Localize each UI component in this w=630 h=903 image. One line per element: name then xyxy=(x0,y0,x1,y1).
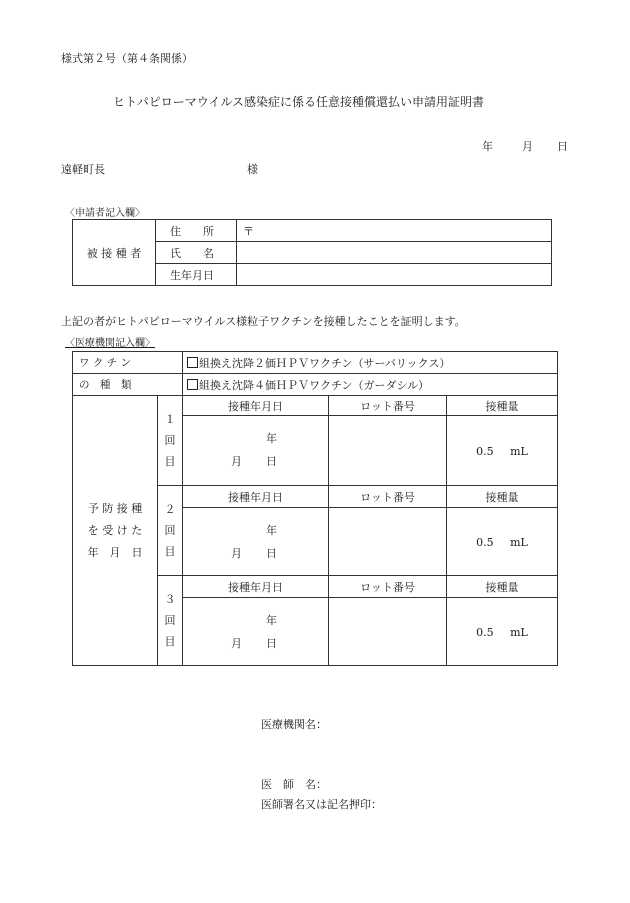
dose-1-number: １ xyxy=(164,413,176,426)
dose-3-date-field[interactable] xyxy=(183,598,329,666)
vaccinee-label: 被 接 種 者 xyxy=(73,220,156,286)
dose-2-number: ２ xyxy=(164,503,176,516)
birthdate-label: 生年月日 xyxy=(156,264,237,286)
document-title: ヒトパピローマウイルス感染症に係る任意接種償還払い申請用証明書 xyxy=(113,95,485,109)
name-field[interactable] xyxy=(237,242,552,264)
dose-2-amount-value: 0.5 xyxy=(476,535,494,549)
dose-1-amount-header: 接種量 xyxy=(447,396,558,416)
addressee-honorific: 様 xyxy=(247,163,258,176)
dose-3-label xyxy=(158,576,183,666)
name-label: 氏 名 xyxy=(156,242,237,264)
date-month: 月 xyxy=(522,140,533,153)
checkbox-icon[interactable] xyxy=(187,379,198,390)
certification-text: 上記の者がヒトパピローマウイルス様粒子ワクチンを接種したことを証明します。 xyxy=(61,315,466,328)
checkbox-icon[interactable] xyxy=(187,357,198,368)
vaccination-dates-label-line3: 年 月 日 xyxy=(87,545,143,559)
dose-1-unit-1: 回 xyxy=(164,434,176,447)
dose-3-year: 年 xyxy=(266,614,277,627)
applicant-section-label: 〈申請者記入欄〉 xyxy=(65,208,145,219)
dose-3-amount xyxy=(447,598,558,666)
doctor-seal-label: 医師署名又は記名押印： xyxy=(261,798,382,811)
dose-2-year: 年 xyxy=(266,524,277,537)
dose-3-unit-1: 回 xyxy=(164,614,176,627)
dose-2-amount-unit: mL xyxy=(510,535,528,549)
medical-section-label: 〈医療機関記入欄〉 xyxy=(65,338,155,349)
vaccine-option-2valent[interactable] xyxy=(183,352,558,374)
dose-3-day: 日 xyxy=(266,637,277,650)
dose-2-month: 月 xyxy=(231,547,242,560)
medical-table xyxy=(72,351,558,666)
form-number: 様式第２号（第４条関係） xyxy=(61,52,193,65)
dose-2-date-header: 接種年月日 xyxy=(183,486,329,508)
vaccine-type-label-1: ワ ク チ ン xyxy=(73,352,183,374)
vaccination-dates-label-line2: を 受 け た xyxy=(87,523,143,537)
dose-2-label xyxy=(158,486,183,576)
date-year: 年 xyxy=(482,140,493,153)
dose-1-date-header: 接種年月日 xyxy=(183,396,329,416)
dose-3-lot-field[interactable] xyxy=(329,598,447,666)
vaccine-option-2valent-label: 組換え沈降２価ＨＰＶワクチン（サーバリックス） xyxy=(199,356,451,370)
address-label: 住 所 xyxy=(156,220,237,242)
dose-3-unit-2: 目 xyxy=(164,635,176,648)
dose-2-unit-1: 回 xyxy=(164,524,176,537)
vaccine-option-4valent[interactable] xyxy=(183,374,558,396)
vaccination-dates-label-line1: 予 防 接 種 xyxy=(87,501,143,515)
vaccine-type-label-2: の 種 類 xyxy=(73,374,183,396)
dose-1-label xyxy=(158,396,183,486)
dose-2-lot-field[interactable] xyxy=(329,508,447,576)
dose-2-lot-header: ロット番号 xyxy=(329,486,447,508)
dose-1-day: 日 xyxy=(266,455,277,468)
address-field[interactable]: 〒 xyxy=(237,220,552,242)
dose-2-unit-2: 目 xyxy=(164,545,176,558)
dose-3-number: ３ xyxy=(164,593,176,606)
dose-1-year: 年 xyxy=(266,432,277,445)
dose-3-amount-header: 接種量 xyxy=(447,576,558,598)
dose-2-day: 日 xyxy=(266,547,277,560)
vaccine-option-4valent-label: 組換え沈降４価ＨＰＶワクチン（ガーダシル） xyxy=(199,378,430,392)
dose-2-amount-header: 接種量 xyxy=(447,486,558,508)
dose-1-lot-field[interactable] xyxy=(329,416,447,486)
dose-3-lot-header: ロット番号 xyxy=(329,576,447,598)
dose-1-amount xyxy=(447,416,558,486)
birthdate-field[interactable] xyxy=(237,264,552,286)
dose-3-amount-unit: mL xyxy=(510,625,528,639)
institution-name-label: 医療機関名： xyxy=(261,718,327,731)
dose-1-amount-unit: mL xyxy=(510,444,528,458)
dose-1-amount-value: 0.5 xyxy=(476,444,494,458)
dose-3-month: 月 xyxy=(231,637,242,650)
dose-1-unit-2: 目 xyxy=(164,455,176,468)
addressee-name: 遠軽町長 xyxy=(61,163,105,176)
date-day: 日 xyxy=(557,140,568,153)
vaccination-dates-label xyxy=(73,396,158,666)
doctor-name-label: 医 師 名： xyxy=(261,778,327,791)
dose-3-date-header: 接種年月日 xyxy=(183,576,329,598)
dose-2-amount xyxy=(447,508,558,576)
dose-2-date-field[interactable] xyxy=(183,508,329,576)
dose-1-lot-header: ロット番号 xyxy=(329,396,447,416)
applicant-table xyxy=(72,219,552,286)
dose-1-month: 月 xyxy=(231,455,242,468)
dose-1-date-field[interactable] xyxy=(183,416,329,486)
dose-3-amount-value: 0.5 xyxy=(476,625,494,639)
